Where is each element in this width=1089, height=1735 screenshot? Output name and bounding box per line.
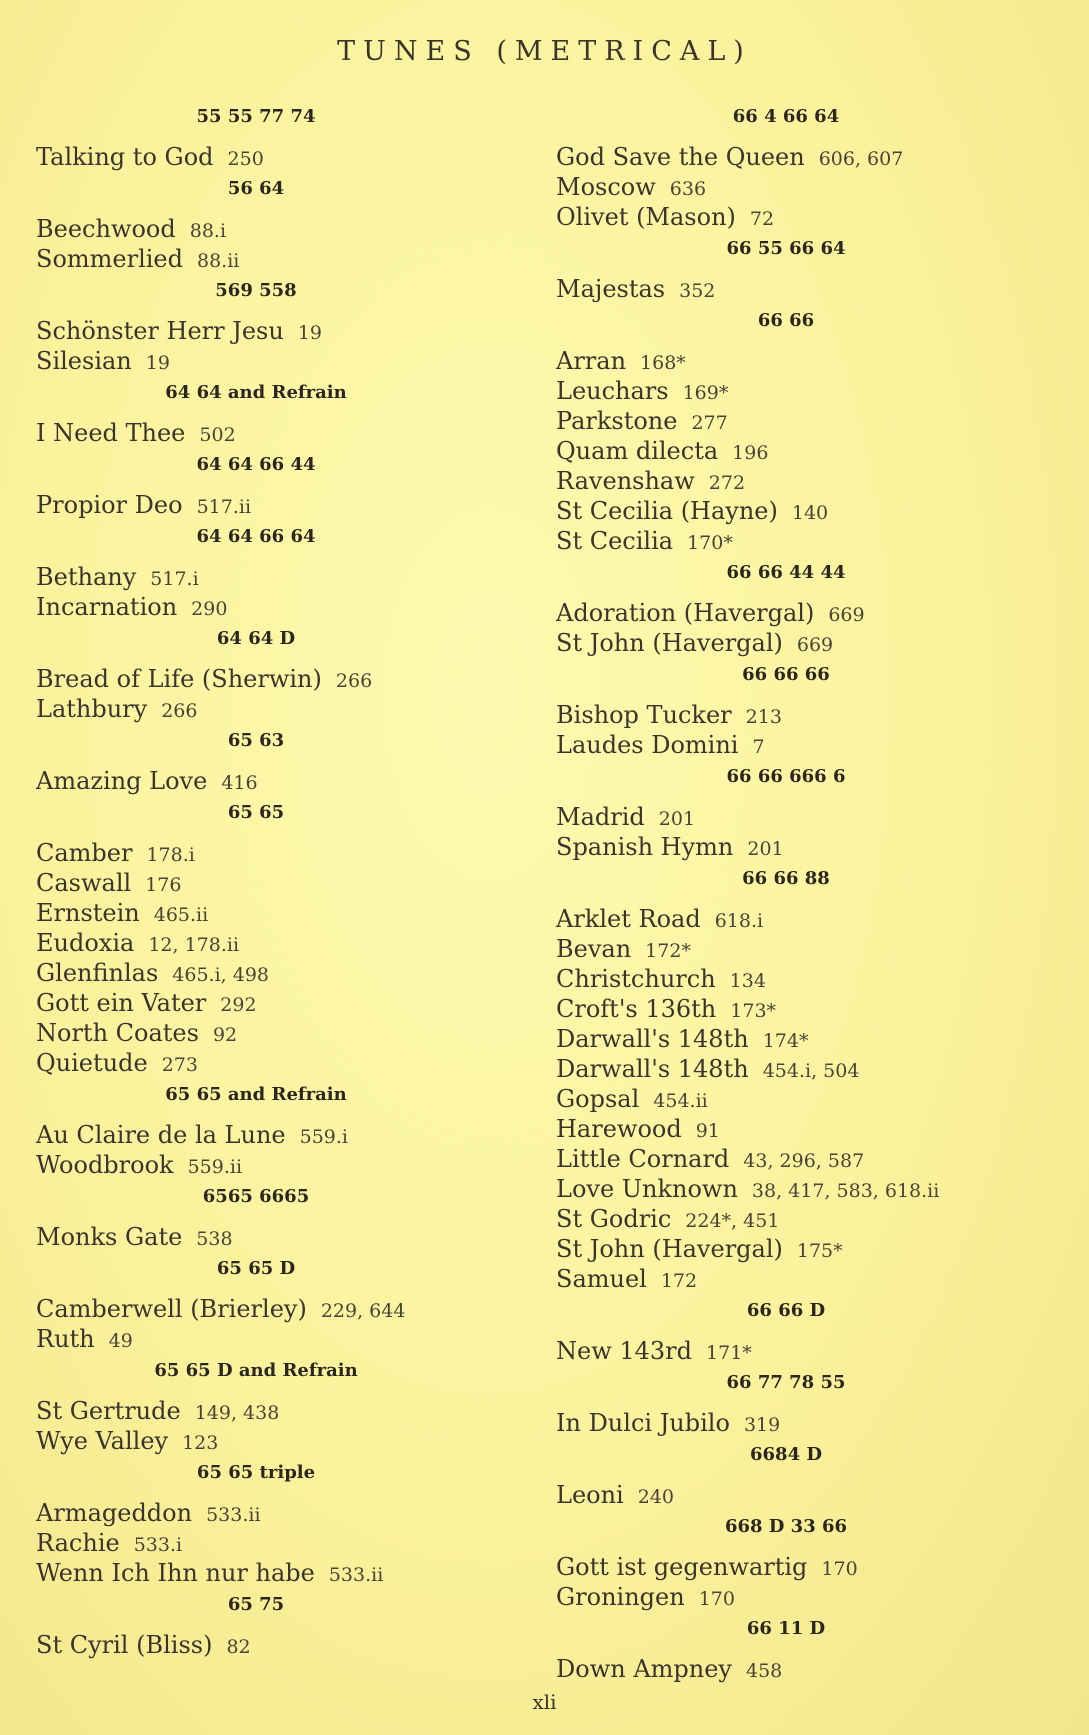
tune-entry (36, 868, 516, 898)
tune-entry (556, 1204, 1056, 1234)
hymn-number: 92 (212, 1024, 238, 1046)
hymn-number: 533.i (133, 1534, 183, 1556)
tune-entry (36, 1426, 516, 1456)
meter-section (556, 1372, 1056, 1438)
meter-heading: 64 64 and Refrain (165, 382, 347, 403)
tune-name: St Godric (556, 1205, 672, 1233)
tune-entry (36, 1558, 516, 1588)
tune-name: St John (Havergal) (556, 1235, 783, 1263)
meter-heading: 66 66 66 (742, 664, 830, 685)
tune-entry (556, 1054, 1056, 1084)
tune-name: Rachie (36, 1529, 120, 1557)
meter-section (556, 238, 1056, 304)
tune-entry (36, 1294, 516, 1324)
tune-name: New 143rd (556, 1337, 693, 1365)
meter-section (36, 1186, 516, 1252)
hymn-number: 172 (660, 1270, 698, 1292)
meter-section (556, 766, 1056, 862)
tune-entry (36, 1498, 516, 1528)
meter-section (556, 310, 1056, 556)
hymn-number: 196 (732, 442, 769, 464)
tune-entry (36, 1018, 516, 1048)
tune-name: Spanish Hymn (556, 833, 734, 861)
tune-entry (556, 1264, 1056, 1294)
tune-name: Woodbrook (36, 1151, 174, 1179)
tune-name: St Cecilia (Hayne) (556, 497, 778, 525)
hymn-number: 538 (196, 1228, 233, 1250)
tune-name: Madrid (556, 803, 645, 831)
tune-entry (556, 1144, 1056, 1174)
tune-entry (36, 562, 516, 592)
tune-name: Ernstein (36, 899, 140, 927)
hymn-number: 169* (682, 382, 729, 404)
tune-entry (556, 1024, 1056, 1054)
meter-heading: 55 55 77 74 (196, 106, 316, 127)
hymn-number: 465.i, 498 (172, 964, 270, 986)
hymn-number: 606, 607 (818, 148, 904, 170)
tune-entry (556, 274, 1056, 304)
tune-entry (556, 1582, 1056, 1612)
tune-name: Beechwood (36, 215, 176, 243)
hymn-number: 19 (145, 352, 170, 374)
tune-name: Amazing Love (36, 767, 208, 795)
hymn-number: 175* (796, 1240, 843, 1262)
tune-entry (556, 628, 1056, 658)
hymn-number: 559.ii (187, 1156, 243, 1178)
tune-name: Darwall's 148th (556, 1055, 749, 1083)
hymn-number: 170 (698, 1588, 735, 1610)
tune-entry (36, 838, 516, 868)
tune-name: I Need Thee (36, 419, 186, 447)
tune-name: Lathbury (36, 695, 148, 723)
tune-name: Caswall (36, 869, 132, 897)
meter-heading: 65 65 D and Refrain (154, 1360, 358, 1381)
hymn-number: 292 (220, 994, 257, 1016)
hymn-number: 229, 644 (320, 1300, 406, 1322)
hymn-number: 618.i (714, 910, 764, 932)
hymn-number: 171* (706, 1342, 752, 1364)
hymn-number: 82 (226, 1636, 251, 1658)
hymn-number: 201 (658, 808, 696, 830)
meter-heading: 66 66 D (746, 1300, 826, 1321)
tune-entry (36, 142, 516, 172)
hymn-number: 669 (796, 634, 834, 656)
tune-entry (556, 466, 1056, 496)
hymn-number: 173* (730, 1000, 777, 1022)
right-column (556, 106, 1056, 1684)
tune-name: Croft's 136th (556, 995, 717, 1023)
tune-entry (36, 1396, 516, 1426)
tune-name: Wenn Ich Ihn nur habe (36, 1559, 315, 1587)
tune-entry (556, 934, 1056, 964)
tune-entry (36, 664, 516, 694)
tune-name: Parkstone (556, 407, 678, 435)
tune-entry (556, 406, 1056, 436)
meter-heading: 6684 D (750, 1444, 822, 1465)
tune-entry (36, 418, 516, 448)
meter-heading: 64 64 66 64 (196, 526, 316, 547)
tune-entry (36, 958, 516, 988)
hymn-number: 170 (821, 1558, 858, 1580)
tune-name: Arklet Road (556, 905, 701, 933)
meter-heading: 66 11 D (746, 1618, 826, 1639)
tune-name: Down Ampney (556, 1655, 732, 1683)
tune-name: Bevan (556, 935, 632, 963)
tune-entry (36, 346, 516, 376)
meter-heading: 569 558 (215, 280, 297, 301)
page-number: xli (532, 1690, 557, 1714)
tune-entry (36, 1222, 516, 1252)
tune-entry (36, 490, 516, 520)
hymn-number: 168* (640, 352, 686, 374)
hymn-number: 559.i (299, 1126, 348, 1148)
meter-section (36, 1258, 516, 1354)
tune-entry (556, 730, 1056, 760)
meter-heading: 66 77 78 55 (726, 1372, 846, 1393)
hymn-number: 250 (227, 148, 264, 170)
tune-name: Armageddon (36, 1499, 193, 1527)
hymn-number: 290 (191, 598, 228, 620)
hymn-number: 266 (161, 700, 198, 722)
hymn-number: 12, 178.ii (148, 934, 240, 956)
tune-entry (556, 1654, 1056, 1684)
meter-section (556, 868, 1056, 1294)
tune-entry (556, 1408, 1056, 1438)
hymn-number: 201 (747, 838, 784, 860)
tune-name: Groningen (556, 1583, 685, 1611)
tune-entry (556, 202, 1056, 232)
tune-entry (36, 1150, 516, 1180)
tune-entry (556, 832, 1056, 862)
tune-entry (556, 172, 1056, 202)
tune-entry (36, 1528, 516, 1558)
meter-section (36, 1084, 516, 1180)
hymn-number: 43, 296, 587 (743, 1150, 865, 1172)
hymn-number: 170* (687, 532, 733, 554)
tune-name: Camber (36, 839, 133, 867)
meter-heading: 66 66 44 44 (726, 562, 846, 583)
hymn-number: 533.ii (206, 1504, 261, 1526)
tune-entry (36, 1120, 516, 1150)
hymn-number: 416 (221, 772, 258, 794)
tune-name: Love Unknown (556, 1175, 738, 1203)
tune-entry (556, 1480, 1056, 1510)
hymn-number: 178.i (146, 844, 195, 866)
tune-entry (556, 700, 1056, 730)
meter-section (36, 802, 516, 1078)
hymn-number: 88.i (189, 220, 227, 242)
tune-entry (36, 988, 516, 1018)
tune-name: Gott ein Vater (36, 989, 207, 1017)
tune-entry (36, 928, 516, 958)
tune-name: Darwall's 148th (556, 1025, 749, 1053)
meter-heading: 66 55 66 64 (726, 238, 846, 259)
tune-name: Samuel (556, 1265, 647, 1293)
hymn-number: 123 (182, 1432, 219, 1454)
meter-heading: 65 65 (227, 802, 285, 823)
tune-name: Bread of Life (Sherwin) (36, 665, 322, 693)
meter-section (36, 628, 516, 724)
hymn-number: 72 (749, 208, 775, 230)
hymn-number: 213 (745, 706, 782, 728)
hymn-number: 266 (335, 670, 373, 692)
tune-name: St John (Havergal) (556, 629, 783, 657)
meter-section (36, 1462, 516, 1588)
tune-name: Camberwell (Brierley) (36, 1295, 307, 1323)
meter-section (36, 1360, 516, 1456)
tune-name: Quam dilecta (556, 437, 719, 465)
hymn-number: 88.ii (197, 250, 240, 272)
tune-entry (556, 142, 1056, 172)
hymn-number: 19 (297, 322, 323, 344)
tune-name: Leuchars (556, 377, 669, 405)
meter-section (556, 1300, 1056, 1366)
hymn-number: 272 (708, 472, 746, 494)
tune-name: Sommerlied (36, 245, 183, 273)
tune-name: Gopsal (556, 1085, 640, 1113)
meter-heading: 65 63 (227, 730, 285, 751)
tune-name: Moscow (556, 173, 656, 201)
hymn-number: 134 (729, 970, 766, 992)
tune-entry (556, 1114, 1056, 1144)
tune-entry (556, 1174, 1056, 1204)
meter-section (36, 526, 516, 622)
hymn-number: 7 (752, 736, 765, 758)
hymn-number: 533.ii (328, 1564, 384, 1586)
tune-entry (556, 526, 1056, 556)
tune-entry (36, 694, 516, 724)
tune-name: St Cyril (Bliss) (36, 1631, 213, 1659)
meter-section (36, 106, 516, 172)
tune-name: Talking to God (36, 143, 214, 171)
meter-section (36, 280, 516, 376)
meter-section (556, 664, 1056, 760)
tune-entry (556, 436, 1056, 466)
tune-entry (556, 346, 1056, 376)
tune-name: Incarnation (36, 593, 178, 621)
tune-name: Christchurch (556, 965, 716, 993)
hymn-number: 172* (645, 940, 691, 962)
hymn-number: 636 (669, 178, 707, 200)
tune-entry (556, 904, 1056, 934)
hymn-number: 454.i, 504 (762, 1060, 860, 1082)
hymn-number: 176 (145, 874, 182, 896)
meter-heading: 65 65 D (216, 1258, 296, 1279)
tune-entry (556, 1084, 1056, 1114)
tune-name: Wye Valley (36, 1427, 169, 1455)
meter-section (36, 178, 516, 274)
hymn-number: 319 (743, 1414, 781, 1436)
hymn-number: 502 (199, 424, 236, 446)
meter-heading: 66 66 88 (742, 868, 830, 889)
tune-name: St Gertrude (36, 1397, 181, 1425)
tune-entry (36, 214, 516, 244)
tune-entry (556, 496, 1056, 526)
tune-entry (556, 1234, 1056, 1264)
meter-heading: 66 66 666 6 (726, 766, 846, 787)
tune-entry (556, 964, 1056, 994)
meter-section (556, 562, 1056, 658)
tune-name: Bishop Tucker (556, 701, 732, 729)
hymn-number: 277 (691, 412, 728, 434)
tune-name: Propior Deo (36, 491, 183, 519)
meter-section (556, 1618, 1056, 1684)
tune-name: Laudes Domini (556, 731, 739, 759)
meter-heading: 56 64 (227, 178, 285, 199)
tune-name: Quietude (36, 1049, 148, 1077)
tune-name: Schönster Herr Jesu (36, 317, 284, 345)
tune-name: Au Claire de la Lune (36, 1121, 286, 1149)
hymn-number: 465.ii (153, 904, 209, 926)
hymn-number: 352 (679, 280, 716, 302)
tune-name: Gott ist gegenwartig (556, 1553, 808, 1581)
tune-entry (36, 244, 516, 274)
tune-entry (556, 1336, 1056, 1366)
tune-name: God Save the Queen (556, 143, 805, 171)
meter-section (556, 1444, 1056, 1510)
tune-name: Harewood (556, 1115, 682, 1143)
tune-entry (36, 1048, 516, 1078)
meter-section (36, 382, 516, 448)
tune-name: Majestas (556, 275, 666, 303)
hymn-number: 49 (108, 1330, 133, 1352)
meter-heading: 64 64 66 44 (196, 454, 316, 475)
tune-entry (36, 1324, 516, 1354)
tune-name: Glenfinlas (36, 959, 159, 987)
tune-entry (556, 598, 1056, 628)
meter-heading: 65 65 and Refrain (165, 1084, 347, 1105)
meter-heading: 6565 6665 (202, 1186, 310, 1207)
tune-entry (36, 592, 516, 622)
tune-entry (556, 1552, 1056, 1582)
tune-name: Silesian (36, 347, 132, 375)
tune-name: Eudoxia (36, 929, 135, 957)
left-column (36, 106, 516, 1660)
hymn-number: 174* (762, 1030, 809, 1052)
meter-heading: 66 66 (757, 310, 815, 331)
tune-name: Arran (556, 347, 627, 375)
meter-section (556, 1516, 1056, 1612)
hymn-number: 458 (746, 1660, 783, 1682)
tune-name: Adoration (Havergal) (556, 599, 815, 627)
hymn-number: 140 (791, 502, 829, 524)
tune-name: St Cecilia (556, 527, 674, 555)
tune-name: Ruth (36, 1325, 95, 1353)
meter-heading: 66 4 66 64 (732, 106, 840, 127)
hymn-number: 149, 438 (194, 1402, 280, 1424)
hymn-number: 517.ii (196, 496, 252, 518)
tune-entry (36, 898, 516, 928)
tune-name: Bethany (36, 563, 137, 591)
meter-section (36, 454, 516, 520)
meter-section (36, 730, 516, 796)
hymn-number: 669 (828, 604, 865, 626)
page-title: TUNES (METRICAL) (337, 36, 752, 67)
tune-name: In Dulci Jubilo (556, 1409, 730, 1437)
meter-section (556, 106, 1056, 232)
tune-name: North Coates (36, 1019, 199, 1047)
hymn-number: 273 (161, 1054, 198, 1076)
tune-entry (36, 766, 516, 796)
meter-heading: 64 64 D (216, 628, 296, 649)
hymn-number: 454.ii (653, 1090, 708, 1112)
tune-entry (556, 802, 1056, 832)
tune-entry (36, 316, 516, 346)
meter-section (36, 1594, 516, 1660)
meter-heading: 65 65 triple (196, 1462, 316, 1483)
tune-name: Leoni (556, 1481, 624, 1509)
hymn-number: 240 (637, 1486, 674, 1508)
tune-name: Olivet (Mason) (556, 203, 736, 231)
tune-name: Ravenshaw (556, 467, 695, 495)
meter-heading: 65 75 (227, 1594, 285, 1615)
hymn-number: 224*, 451 (685, 1210, 780, 1232)
hymn-number: 91 (695, 1120, 720, 1142)
hymn-number: 38, 417, 583, 618.ii (751, 1180, 940, 1202)
meter-heading: 668 D 33 66 (724, 1516, 848, 1537)
tune-entry (556, 376, 1056, 406)
tune-name: Monks Gate (36, 1223, 183, 1251)
hymn-number: 517.i (150, 568, 199, 590)
tune-entry (36, 1630, 516, 1660)
tune-name: Little Cornard (556, 1145, 730, 1173)
tune-entry (556, 994, 1056, 1024)
